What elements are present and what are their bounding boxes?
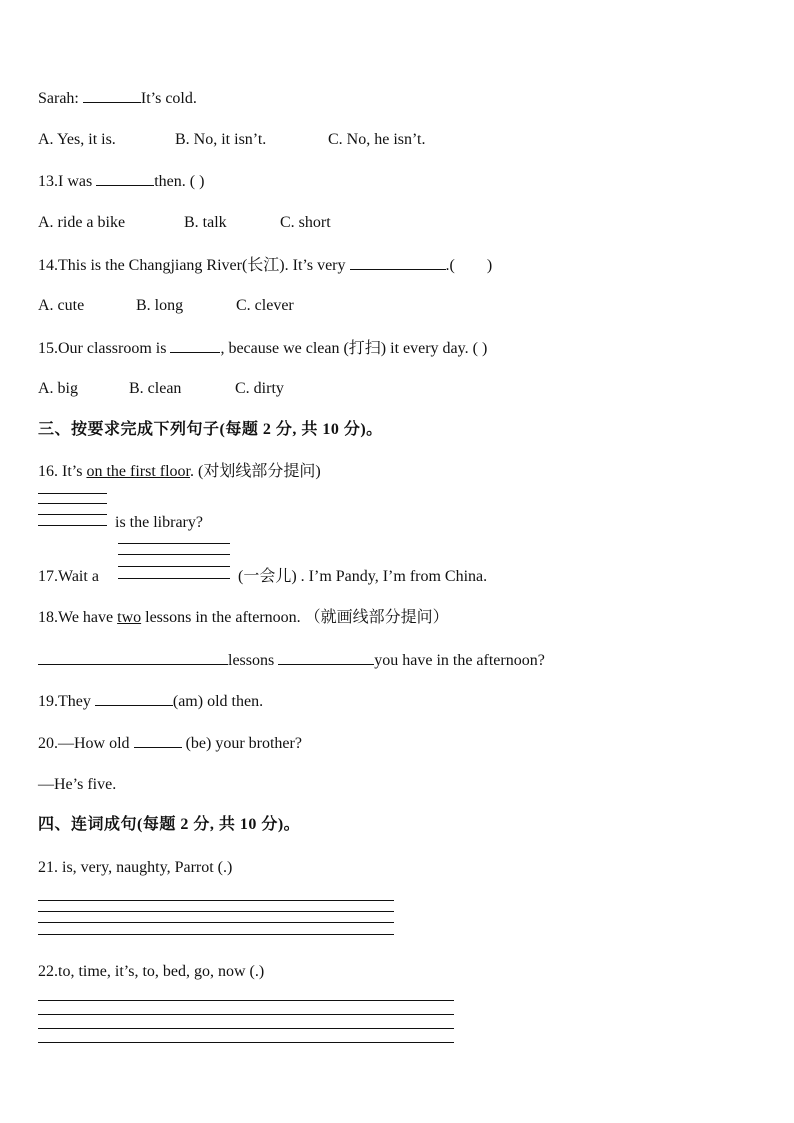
- answer-rule[interactable]: [38, 493, 107, 494]
- q14-suffix: .(: [445, 257, 455, 274]
- q20-question: [38, 733, 302, 754]
- answer-rule[interactable]: [118, 578, 230, 579]
- section-3-heading: 三、按要求完成下列句子(每题 2 分, 共 10 分)。: [38, 421, 383, 438]
- q16-prefix: 16. It’s: [38, 463, 83, 480]
- q12-answer-text: It’s cold.: [140, 90, 197, 107]
- section-4-heading: 四、连词成句(每题 2 分, 共 10 分)。: [38, 816, 301, 833]
- q18-mid: lessons: [228, 652, 275, 669]
- answer-blank[interactable]: [38, 650, 228, 665]
- q19-question: [38, 691, 263, 712]
- underlined-phrase: on the first floor: [86, 463, 190, 480]
- option-c: C. short: [280, 214, 331, 231]
- answer-paren[interactable]: ( ): [189, 173, 205, 190]
- q15-prefix: 15.Our classroom is: [38, 340, 167, 357]
- answer-blank[interactable]: [134, 733, 182, 748]
- answer-rule[interactable]: [38, 1028, 454, 1029]
- q12-answer-line: [38, 88, 197, 109]
- q16-suffix: . (对划线部分提问): [190, 463, 321, 480]
- q15-question: [38, 338, 487, 359]
- q13-suffix: then.: [154, 173, 186, 190]
- q20-suffix: (be) your brother?: [185, 735, 302, 752]
- option-a: A. Yes, it is.: [38, 131, 116, 148]
- q13-question: [38, 171, 204, 192]
- answer-rule[interactable]: [118, 566, 230, 567]
- q15-suffix: , because we clean (打扫) it every day.: [220, 340, 469, 357]
- q16-question: [38, 462, 321, 482]
- q19-prefix: 19.They: [38, 693, 91, 710]
- answer-blank[interactable]: [350, 255, 446, 270]
- q18-prefix: 18.We have: [38, 609, 114, 626]
- option-b: B. No, it isn’t.: [175, 131, 267, 148]
- option-b: B. clean: [129, 380, 182, 397]
- q14-question: [38, 255, 492, 276]
- answer-blank[interactable]: [170, 338, 220, 353]
- q20-prefix: 20.—How old: [38, 735, 130, 752]
- answer-rule[interactable]: [38, 922, 394, 923]
- answer-rule[interactable]: [38, 934, 394, 935]
- q20-answer: —He’s five.: [38, 776, 117, 793]
- q13-prefix: 13.I was: [38, 173, 93, 190]
- option-a: A. cute: [38, 297, 85, 314]
- q21-question: 21. is, very, naughty, Parrot (.): [38, 859, 233, 876]
- q13-options: [38, 213, 331, 233]
- q18-suffix: lessons in the afternoon. （就画线部分提问）: [145, 609, 449, 626]
- option-c: C. dirty: [235, 380, 284, 397]
- answer-blank[interactable]: [83, 88, 141, 103]
- q12-options: [38, 130, 425, 150]
- answer-rule[interactable]: [118, 543, 230, 544]
- answer-rule[interactable]: [38, 525, 107, 526]
- answer-paren-close: ): [486, 257, 493, 274]
- answer-blank[interactable]: [96, 171, 154, 186]
- answer-rule[interactable]: [38, 503, 107, 504]
- answer-rule[interactable]: [118, 554, 230, 555]
- option-b: B. talk: [184, 214, 227, 231]
- q17-prefix: 17.Wait a: [38, 568, 99, 585]
- speaker-label: Sarah:: [38, 90, 79, 107]
- answer-rule[interactable]: [38, 514, 107, 515]
- answer-blank[interactable]: [278, 650, 374, 665]
- answer-paren[interactable]: ( ): [472, 340, 488, 357]
- answer-blank[interactable]: [95, 691, 173, 706]
- q15-options: [38, 379, 284, 399]
- option-c: C. clever: [236, 297, 294, 314]
- answer-rule[interactable]: [38, 1014, 454, 1015]
- q17-suffix: (一会儿) . I’m Pandy, I’m from China.: [238, 568, 488, 585]
- answer-rule[interactable]: [38, 1000, 454, 1001]
- q16-line2: is the library?: [115, 514, 203, 531]
- option-c: C. No, he isn’t.: [328, 131, 426, 148]
- q18-end: you have in the afternoon?: [374, 652, 545, 669]
- q19-suffix: (am) old then.: [172, 693, 264, 710]
- option-a: A. big: [38, 380, 78, 397]
- answer-rule[interactable]: [38, 1042, 454, 1043]
- q14-options: [38, 296, 294, 316]
- q14-prefix: 14.This is the Changjiang River(长江). It’s very: [38, 257, 346, 274]
- answer-rule[interactable]: [38, 911, 394, 912]
- q22-question: 22.to, time, it’s, to, bed, go, now (.): [38, 963, 265, 980]
- answer-rule[interactable]: [38, 900, 394, 901]
- q18-answer-line: [38, 650, 545, 671]
- option-b: B. long: [136, 297, 184, 314]
- underlined-word: two: [117, 609, 142, 626]
- q18-question: [38, 608, 449, 628]
- option-a: A. ride a bike: [38, 214, 126, 231]
